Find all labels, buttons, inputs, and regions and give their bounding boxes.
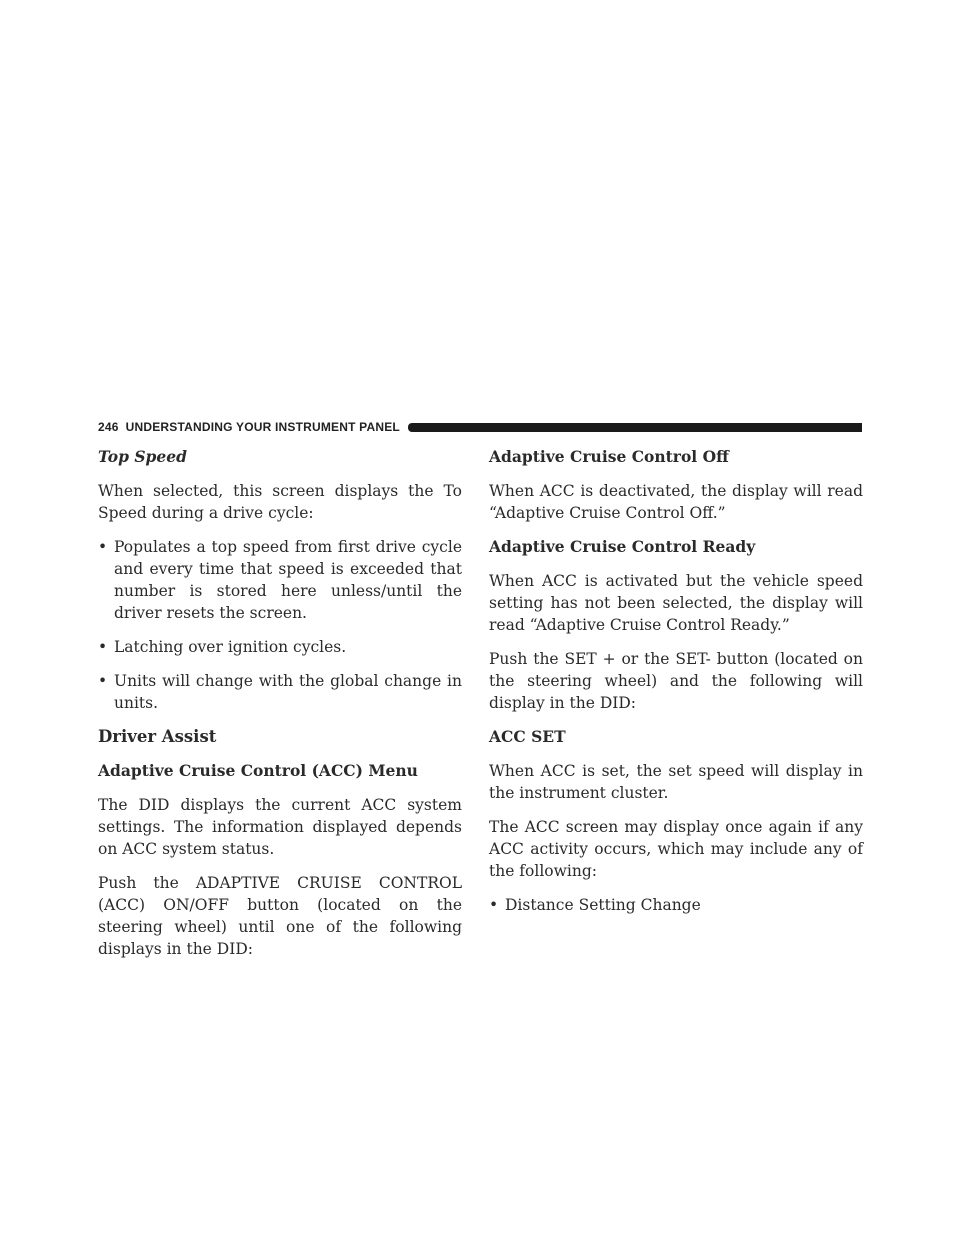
top-speed-intro: When selected, this screen displays the To Speed during a drive cycle:	[98, 482, 462, 522]
list-item	[489, 894, 863, 916]
list-item-text: Distance Setting Change	[505, 896, 701, 914]
left-column	[98, 446, 462, 972]
bullet-icon: •	[98, 672, 108, 690]
acc-menu-heading: Adaptive Cruise Control (ACC) Menu	[98, 761, 418, 780]
bullet-icon: •	[98, 638, 108, 656]
acc-set-text: When ACC is set, the set speed will display in the instrument cluster.	[489, 762, 863, 802]
header-rule	[408, 423, 862, 432]
page-header	[98, 419, 862, 435]
list-item	[98, 670, 462, 714]
acc-menu-paragraph-1: The DID displays the current ACC system settings. The information displayed depends on ACC system status.	[98, 796, 462, 858]
driver-assist-heading: Driver Assist	[98, 727, 217, 746]
bullet-icon: •	[98, 538, 108, 556]
list-item	[98, 536, 462, 624]
acc-ready-text: When ACC is activated but the vehicle speed setting has not been selected, the display will read “Adaptive Cruise Control Ready.”	[489, 572, 863, 634]
top-speed-heading: Top Speed	[98, 447, 187, 466]
bullet-icon: •	[489, 896, 499, 914]
acc-off-text: When ACC is deactivated, the display will read “Adaptive Cruise Control Off.”	[489, 482, 863, 522]
acc-ready-push-text: Push the SET + or the SET- button (located on the steering wheel) and the following will display in the DID:	[489, 650, 863, 712]
acc-set-heading: ACC SET	[489, 727, 566, 746]
list-item-text: Units will change with the global change in units.	[114, 672, 462, 712]
acc-screen-text: The ACC screen may display once again if any ACC activity occurs, which may include any of the following:	[489, 818, 863, 880]
page-number: 246	[98, 420, 119, 434]
right-column	[489, 446, 863, 928]
top-speed-list	[98, 536, 462, 714]
list-item	[98, 636, 462, 658]
acc-ready-heading: Adaptive Cruise Control Ready	[489, 537, 756, 556]
section-title: UNDERSTANDING YOUR INSTRUMENT PANEL	[125, 420, 400, 434]
list-item-text: Populates a top speed from first drive cycle and every time that speed is exceeded that number is stored here unless/until the driver resets the screen.	[114, 538, 462, 622]
acc-off-heading: Adaptive Cruise Control Off	[489, 447, 729, 466]
acc-menu-paragraph-2: Push the ADAPTIVE CRUISE CONTROL (ACC) ON/OFF button (located on the steering wheel) until one of the following displays in the DID:	[98, 874, 462, 958]
list-item-text: Latching over ignition cycles.	[114, 638, 347, 656]
acc-activity-list	[489, 894, 863, 916]
